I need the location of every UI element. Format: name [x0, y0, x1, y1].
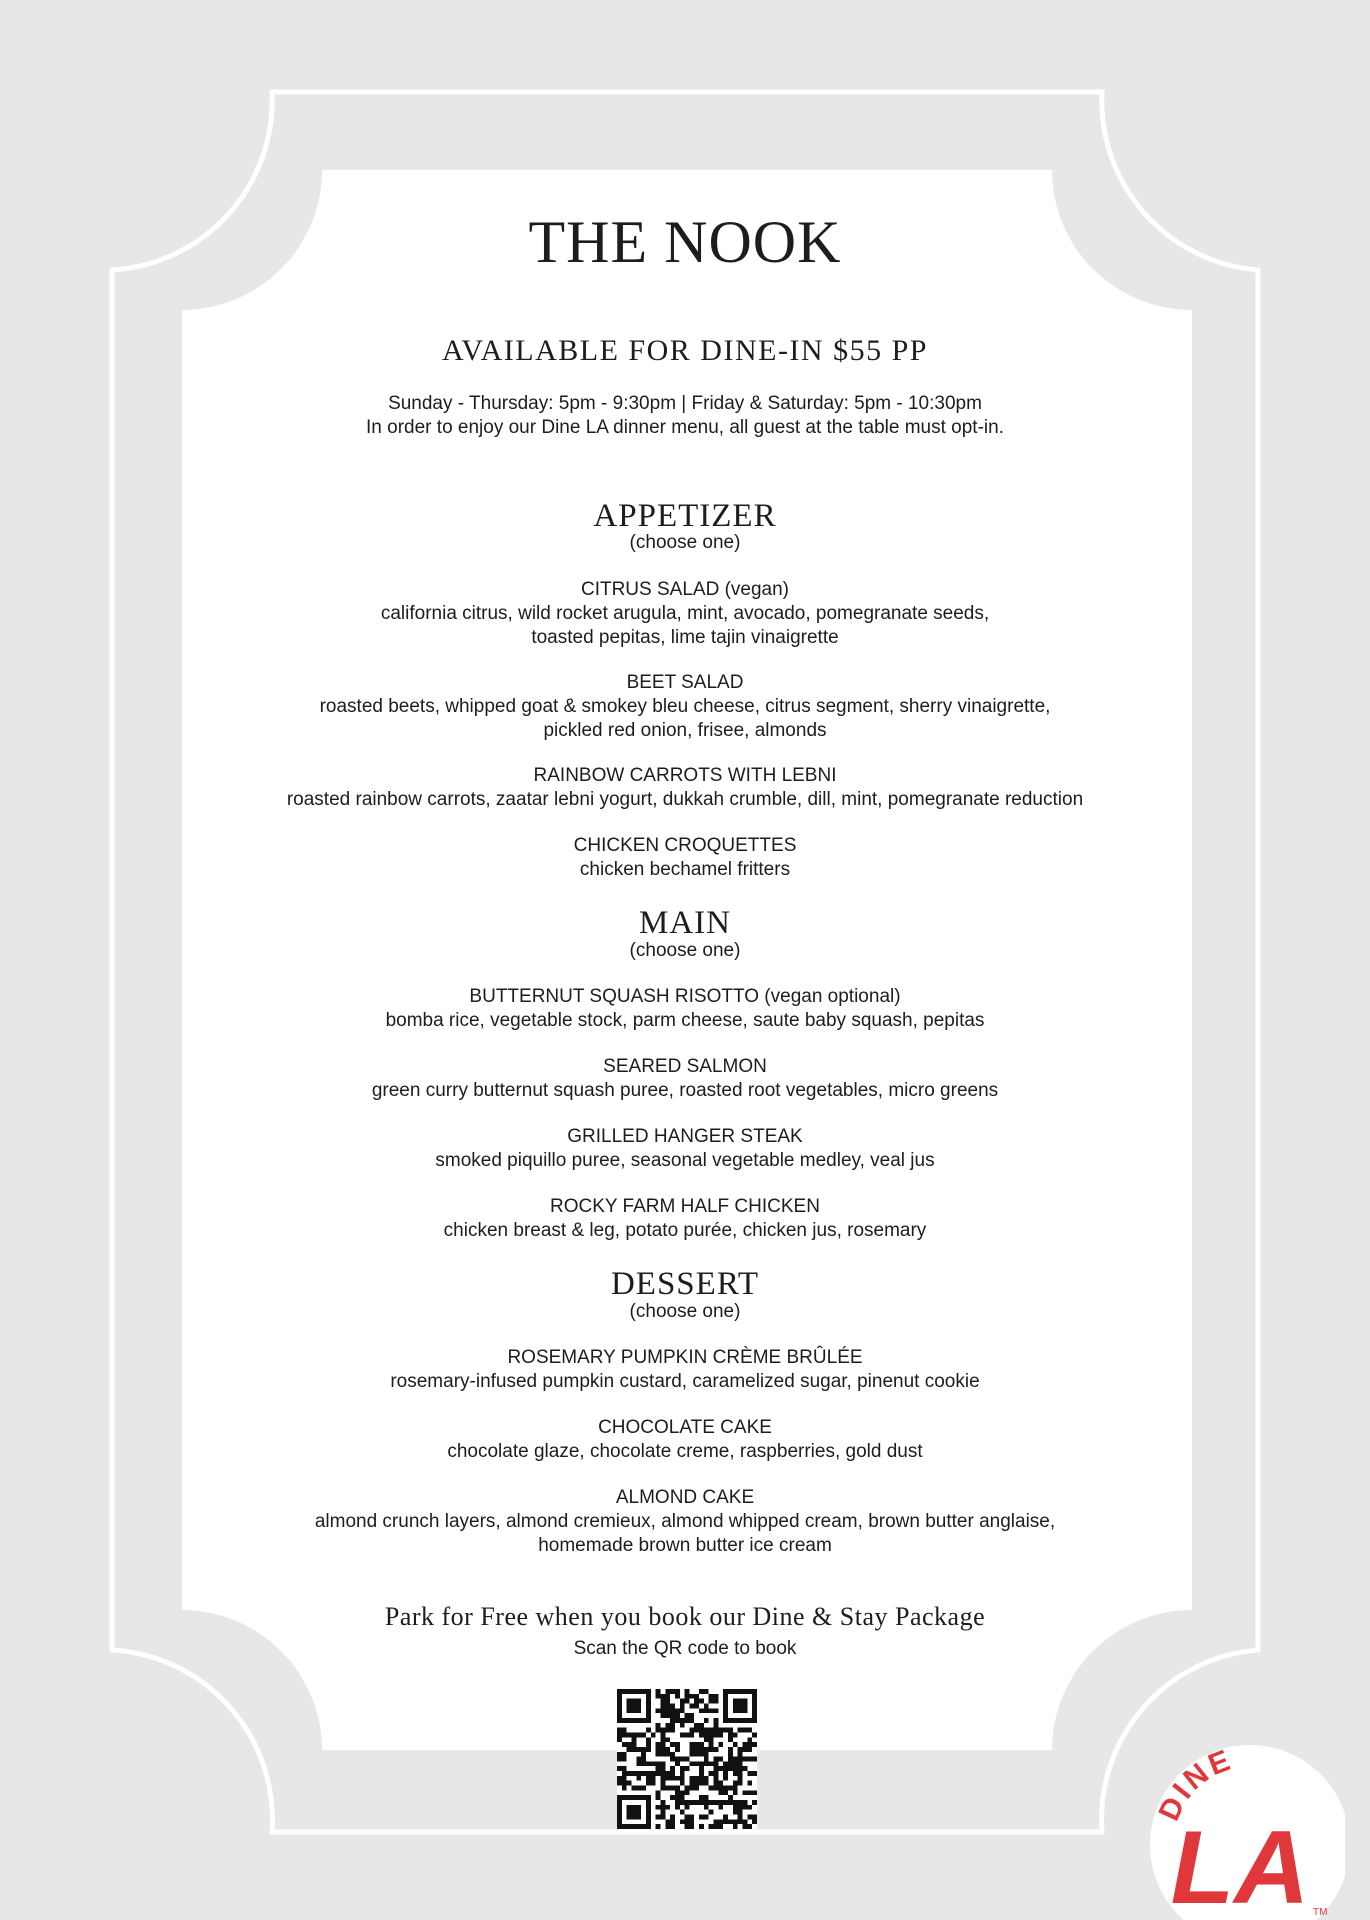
- item-name: ROSEMARY PUMPKIN CRÈME BRÛLÉE: [507, 1347, 863, 1368]
- item-name: ROCKY FARM HALF CHICKEN: [550, 1196, 820, 1217]
- menu-item: [170, 671, 1200, 743]
- item-name: CHICKEN CROQUETTES: [573, 835, 797, 856]
- logo-la-text: LA: [1170, 1810, 1310, 1920]
- menu-item: [170, 985, 1200, 1033]
- item-name: BUTTERNUT SQUASH RISOTTO (vegan optional): [469, 986, 901, 1007]
- item-desc: rosemary-infused pumpkin custard, caramelized sugar, pinenut cookie: [390, 1371, 980, 1392]
- section-title-main: MAIN: [639, 905, 731, 941]
- item-desc: chicken breast & leg, potato purée, chicken jus, rosemary: [443, 1220, 927, 1241]
- section-subtitle: (choose one): [629, 532, 741, 553]
- item-name: CHOCOLATE CAKE: [598, 1417, 772, 1438]
- menu-item: [170, 1486, 1200, 1558]
- menu-item: [170, 1195, 1200, 1243]
- item-desc: pickled red onion, frisee, almonds: [543, 720, 827, 741]
- menu-item: [170, 834, 1200, 882]
- scan-instruction: Scan the QR code to book: [573, 1638, 797, 1659]
- menu-item: [170, 1125, 1200, 1173]
- dine-la-logo: [1135, 1735, 1345, 1920]
- item-name: CITRUS SALAD (vegan): [580, 579, 789, 600]
- item-desc: homemade brown butter ice cream: [538, 1535, 832, 1556]
- section-subtitle: (choose one): [629, 940, 741, 961]
- item-name: RAINBOW CARROTS WITH LEBNI: [533, 765, 837, 786]
- restaurant-name: THE NOOK: [528, 209, 842, 275]
- menu-item: [170, 578, 1200, 650]
- menu-item: [170, 764, 1200, 812]
- section-subtitle: (choose one): [629, 1301, 741, 1322]
- qr-code[interactable]: [617, 1689, 757, 1829]
- item-desc: roasted beets, whipped goat & smokey bleu cheese, citrus segment, sherry vinaigrette,: [319, 696, 1051, 717]
- item-desc: bomba rice, vegetable stock, parm cheese, saute baby squash, pepitas: [385, 1010, 985, 1031]
- park-promo: Park for Free when you book our Dine & Stay Package: [384, 1602, 986, 1631]
- section-title-appetizer: APPETIZER: [593, 498, 777, 534]
- item-name: SEARED SALMON: [603, 1056, 767, 1077]
- hours-info: [170, 392, 1200, 440]
- item-desc: roasted rainbow carrots, zaatar lebni yogurt, dukkah crumble, dill, mint, pomegranate reduction: [286, 789, 1084, 810]
- opt-in-note: In order to enjoy our Dine LA dinner menu, all guest at the table must opt-in.: [366, 417, 1004, 438]
- logo-trademark: TM: [1313, 1907, 1328, 1918]
- item-desc: chocolate glaze, chocolate creme, raspberries, gold dust: [447, 1441, 923, 1462]
- menu-item: [170, 1346, 1200, 1394]
- menu-content: [170, 0, 1200, 1920]
- item-desc: smoked piquillo puree, seasonal vegetable medley, veal jus: [435, 1150, 935, 1171]
- menu-item: [170, 1416, 1200, 1464]
- hours-line: Sunday - Thursday: 5pm - 9:30pm | Friday & Saturday: 5pm - 10:30pm: [388, 393, 982, 414]
- section-title-dessert: DESSERT: [610, 1266, 760, 1302]
- menu-item: [170, 1055, 1200, 1103]
- logo-dine-path: DINE: [1152, 1743, 1238, 1826]
- item-name: BEET SALAD: [626, 672, 744, 693]
- item-name: ALMOND CAKE: [615, 1487, 755, 1508]
- item-name: GRILLED HANGER STEAK: [567, 1126, 803, 1147]
- item-desc: california citrus, wild rocket arugula, mint, avocado, pomegranate seeds,: [380, 603, 990, 624]
- offer-heading: AVAILABLE FOR DINE-IN $55 PP: [442, 334, 928, 367]
- item-desc: chicken bechamel fritters: [579, 859, 791, 880]
- item-desc: toasted pepitas, lime tajin vinaigrette: [531, 627, 839, 648]
- item-desc: almond crunch layers, almond cremieux, almond whipped cream, brown butter anglaise,: [314, 1511, 1056, 1532]
- item-desc: green curry butternut squash puree, roasted root vegetables, micro greens: [371, 1080, 999, 1101]
